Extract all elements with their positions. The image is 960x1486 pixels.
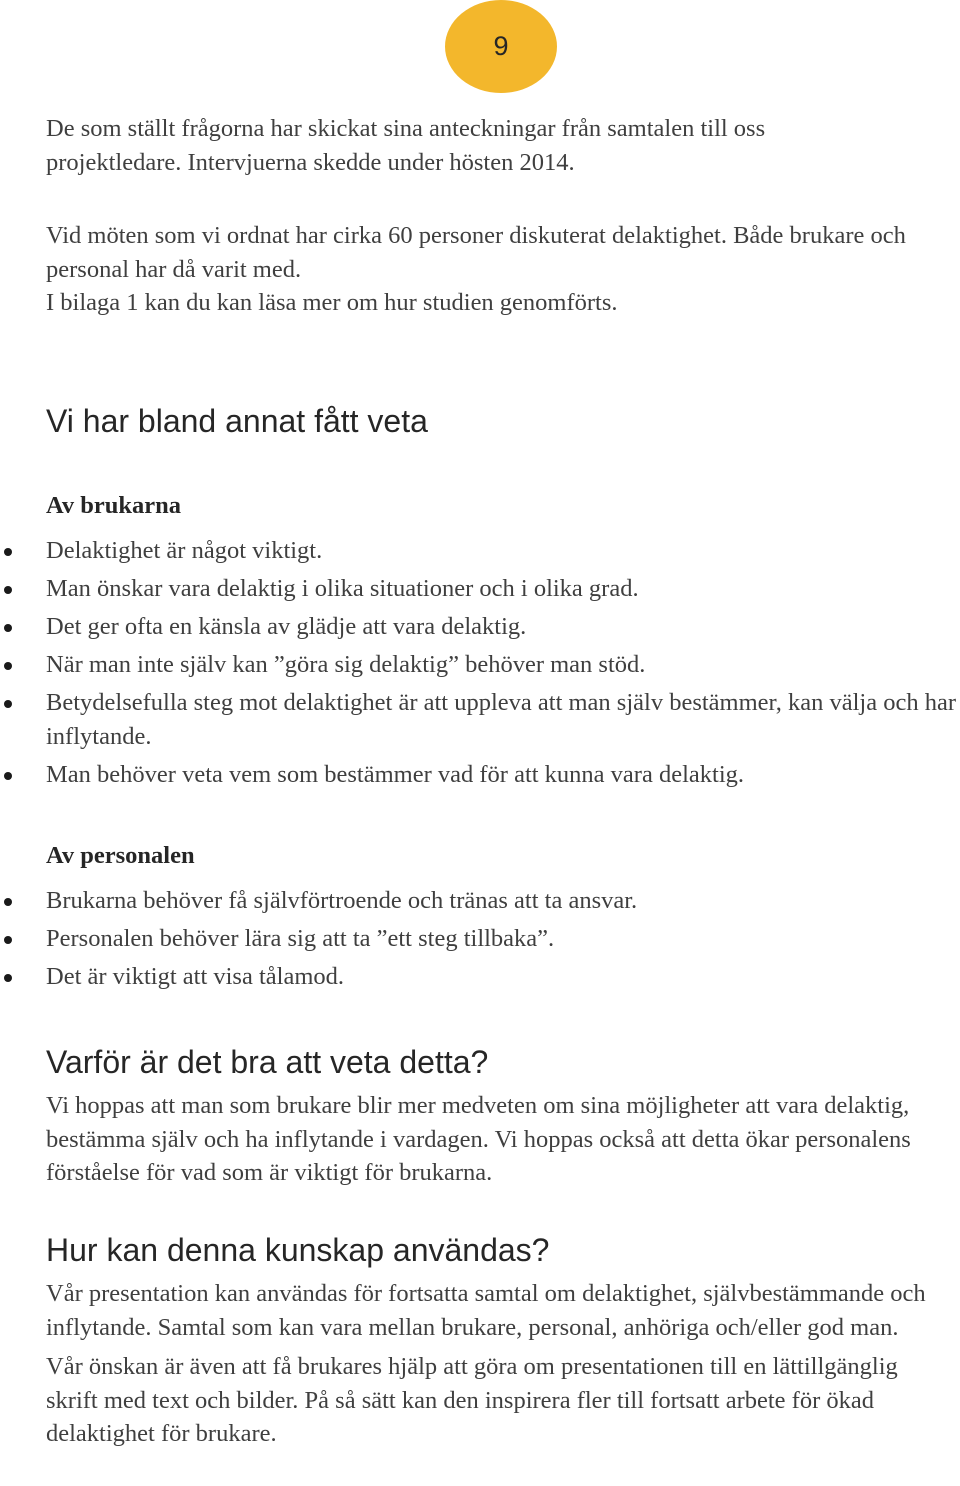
list-item: Personalen behöver lära sig att ta ”ett steg tillbaka”. <box>46 922 958 956</box>
list-item: Man behöver veta vem som bestämmer vad för att kunna vara delaktig. <box>46 758 958 792</box>
users-list <box>46 534 958 792</box>
section-how-heading: Hur kan denna kunskap användas? <box>46 1232 550 1268</box>
list-item: Det är viktigt att visa tålamod. <box>46 960 958 994</box>
section-learned-heading: Vi har bland annat fått veta <box>46 403 428 439</box>
section-why <box>46 1043 958 1190</box>
section-how <box>46 1231 926 1451</box>
intro-section <box>46 112 906 179</box>
section-how-paragraph-2: Vår önskan är även att få brukares hjälp att göra om presentationen till en lättillgänglig skrift med text och bilder. På så sätt kan den inspirera fler till fortsatt arbete för ökad delaktighet för brukare. <box>46 1353 898 1447</box>
staff-subsection <box>46 840 958 998</box>
list-item: Brukarna behöver få självförtroende och tränas att ta ansvar. <box>46 884 958 918</box>
list-item: När man inte själv kan ”göra sig delaktig” behöver man stöd. <box>46 648 958 682</box>
list-item: Man önskar vara delaktig i olika situationer och i olika grad. <box>46 572 958 606</box>
list-item: Betydelsefulla steg mot delaktighet är att uppleva att man själv bestämmer, kan välja och har inflytande. <box>46 686 958 754</box>
intro-paragraph-2: Vid möten som vi ordnat har cirka 60 personer diskuterat delaktighet. Både brukare och personal har då varit med. <box>46 222 906 283</box>
staff-list <box>46 884 958 994</box>
bullet-icon <box>4 548 12 556</box>
intro-section-2 <box>46 219 936 320</box>
page-number-badge: 9 <box>445 0 557 93</box>
bullet-icon <box>4 936 12 944</box>
list-item: Det ger ofta en känsla av glädje att vara delaktig. <box>46 610 958 644</box>
bullet-icon <box>4 624 12 632</box>
section-learned <box>46 402 958 440</box>
list-item: Delaktighet är något viktigt. <box>46 534 958 568</box>
section-why-text: Vi hoppas att man som brukare blir mer medveten om sina möjligheter att vara delaktig, bestämma själv och ha inflytande i vardagen. Vi hoppas också att detta ökar personalens förståelse för vad som är viktigt för brukarna. <box>46 1092 911 1186</box>
bullet-icon <box>4 898 12 906</box>
staff-heading: Av personalen <box>46 842 195 869</box>
bullet-icon <box>4 700 12 708</box>
intro-paragraph-3: I bilaga 1 kan du kan läsa mer om hur studien genomförts. <box>46 289 618 316</box>
bullet-icon <box>4 586 12 594</box>
intro-paragraph-1: De som ställt frågorna har skickat sina anteckningar från samtalen till oss projektledare. Intervjuerna skedde under hösten 2014. <box>46 115 766 176</box>
section-why-heading: Varför är det bra att veta detta? <box>46 1044 489 1080</box>
users-heading: Av brukarna <box>46 492 182 519</box>
bullet-icon <box>4 662 12 670</box>
bullet-icon <box>4 974 12 982</box>
section-how-paragraph-1: Vår presentation kan användas för fortsatta samtal om delaktighet, självbestämmande och inflytande. Samtal som kan vara mellan brukare, personal, anhöriga och/eller god man. <box>46 1280 926 1341</box>
users-subsection <box>46 490 958 796</box>
bullet-icon <box>4 772 12 780</box>
